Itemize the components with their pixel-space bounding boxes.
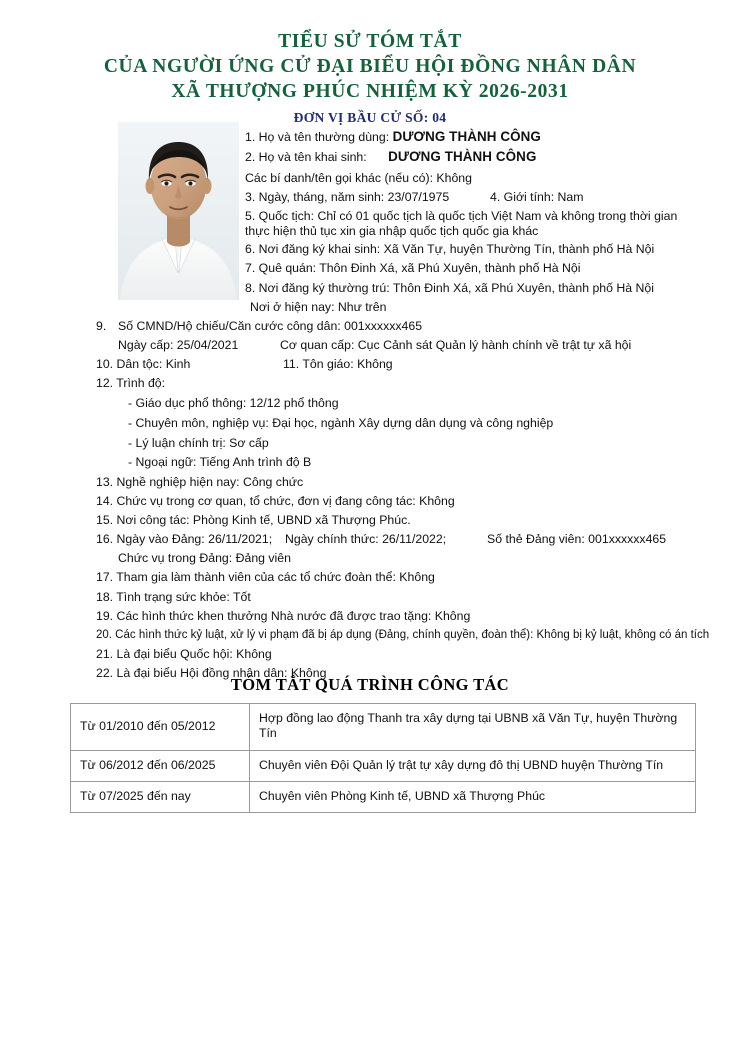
heading-line-2: CỦA NGƯỜI ỨNG CỬ ĐẠI BIỂU HỘI ĐỒNG NHÂN DÂN [103,55,637,77]
field-birth-name-label: 2. Họ và tên khai sinh: [245,150,367,164]
field-id-issue-date: Ngày cấp: 25/04/2021 [118,338,239,352]
field-alias: Các bí danh/tên gọi khác (nếu có): Không [245,171,472,185]
field-id-number: Số CMND/Hộ chiếu/Căn cước công dân: 001xxxxxx465 [118,319,423,333]
field-religion: 11. Tôn giáo: Không [283,357,393,371]
field-gender: 4. Giới tính: Nam [490,190,584,204]
field-common-name [245,127,541,147]
field-education-political: - Lý luận chính trị: Sơ cấp [128,436,269,450]
field-nationality-line2: thực hiện thủ tục xin gia nhập quốc tịch quốc gia khác [245,224,539,238]
field-peoples-council-deputy: 22. Là đại biểu Hội đồng nhân dân: Không [96,666,327,680]
field-position-at-work: 14. Chức vụ trong cơ quan, tổ chức, đơn vị đang công tác: Không [96,494,455,508]
work-description: Chuyên viên Đội Quản lý trật tự xây dựng đô thị UBND huyện Thường Tín [250,750,696,781]
table-row [71,750,696,781]
field-party-official-date: Ngày chính thức: 26/11/2022; [285,532,447,546]
heading-line-3: XÃ THƯỢNG PHÚC NHIỆM KỲ 2026-2031 [171,80,569,102]
document-heading [0,30,740,126]
work-description: Chuyên viên Phòng Kinh tế, UBND xã Thượng Phúc [250,782,696,813]
field-birth-name-value: DƯƠNG THÀNH CÔNG [388,149,537,164]
work-period: Từ 07/2025 đến nay [71,782,250,813]
field-education-level: 12. Trình độ: [96,376,166,390]
field-permanent-residence: 8. Nơi đăng ký thường trú: Thôn Đinh Xá, xã Phú Xuyên, thành phố Hà Nội [245,281,654,295]
work-history-table-body [71,704,696,813]
heading-line-1: TIỂU SỬ TÓM TẮT [278,31,462,52]
field-disciplinary-actions: 20. Các hình thức kỷ luật, xử lý vi phạm đã bị áp dụng (Đảng, chính quyền, đoàn thể): Không bị kỷ luật, không có án tích [96,629,710,641]
field-party-card-number: Số thẻ Đảng viên: 001xxxxxx465 [487,532,667,546]
table-row [71,704,696,751]
field-id-issue-agency: Cơ quan cấp: Cục Cảnh sát Quản lý hành chính về trật tự xã hội [280,338,632,352]
field-birth-registration-place: 6. Nơi đăng ký khai sinh: Xã Văn Tự, huyện Thường Tín, thành phố Hà Nội [245,242,655,256]
field-birth-name [245,147,536,167]
field-nationality-line1: 5. Quốc tịch: Chỉ có 01 quốc tịch là quốc tịch Việt Nam và không trong thời gian [245,209,678,223]
electoral-unit-number: ĐƠN VỊ BẦU CỬ SỐ: 04 [293,109,447,125]
work-description: Hợp đồng lao động Thanh tra xây dựng tại UBNB xã Văn Tự, huyện Thường Tín [250,704,696,751]
work-period: Từ 01/2010 đến 05/2012 [71,704,250,751]
field-common-name-value: DƯƠNG THÀNH CÔNG [392,129,541,144]
work-history-title: TÓM TẮT QUÁ TRÌNH CÔNG TÁC [230,675,510,694]
field-ethnicity: 10. Dân tộc: Kinh [96,357,191,371]
field-occupation: 13. Nghề nghiệp hiện nay: Công chức [96,475,304,489]
field-education-professional: - Chuyên môn, nghiệp vụ: Đại học, ngành Xây dựng dân dụng và công nghiệp [128,416,554,430]
field-workplace: 15. Nơi công tác: Phòng Kinh tế, UBND xã Thượng Phúc. [96,513,411,527]
field-education-language: - Ngoại ngữ: Tiếng Anh trình độ B [128,455,312,469]
table-row [71,782,696,813]
candidate-photo [118,122,239,300]
field-national-assembly-deputy: 21. Là đại biểu Quốc hội: Không [96,647,272,661]
field-id-number-index: 9. [96,319,107,333]
work-history-table [70,703,696,813]
field-party-join-date: 16. Ngày vào Đảng: 26/11/2021; [96,532,273,546]
field-hometown: 7. Quê quán: Thôn Đinh Xá, xã Phú Xuyên, thành phố Hà Nội [245,261,581,275]
field-mass-organizations: 17. Tham gia làm thành viên của các tổ chức đoàn thể: Không [96,570,435,584]
field-current-residence: Nơi ở hiện nay: Như trên [250,300,387,314]
field-date-of-birth: 3. Ngày, tháng, năm sinh: 23/07/1975 [245,190,450,204]
field-state-awards: 19. Các hình thức khen thưởng Nhà nước đã được trao tặng: Không [96,609,471,623]
field-education-general: - Giáo dục phổ thông: 12/12 phổ thông [128,396,339,410]
field-common-name-label: 1. Họ và tên thường dùng: [245,130,390,144]
field-party-position: Chức vụ trong Đảng: Đảng viên [118,551,291,565]
field-health-status: 18. Tình trạng sức khỏe: Tốt [96,590,251,604]
work-period: Từ 06/2012 đến 06/2025 [71,750,250,781]
